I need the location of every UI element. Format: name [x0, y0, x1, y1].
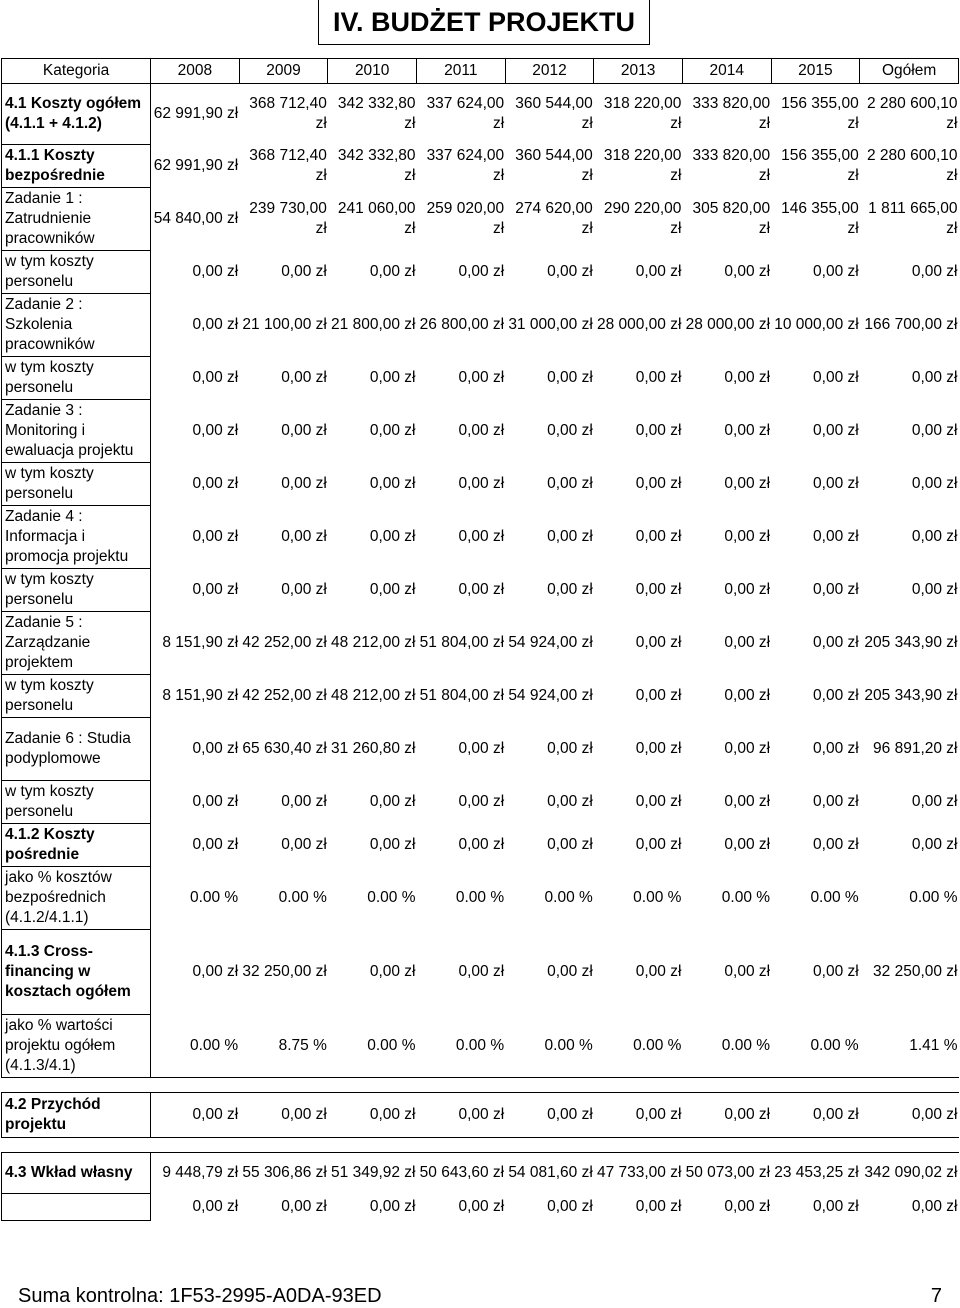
cell-value: 0,00 zł [813, 528, 859, 545]
cell-value: 0,00 zł [813, 263, 859, 280]
cell-value: 0,00 zł [369, 793, 416, 810]
cell-value: 0,00 zł [458, 740, 505, 757]
cell-value: 1 811 665,00 zł [868, 200, 958, 237]
cell-value: 0,00 zł [911, 581, 958, 598]
cell-value: 0,00 zł [724, 836, 771, 853]
cell-value: 65 630,40 zł [242, 740, 327, 757]
cell-value: 156 355,00 zł [781, 95, 859, 133]
table-row [2, 294, 959, 357]
cell-value: 0,00 zł [281, 793, 327, 810]
header-year: 2011 [417, 59, 506, 84]
cell-value: 156 355,00 zł [781, 147, 859, 184]
row-label: w tym koszty personelu [2, 463, 151, 506]
cell-value: 2 280 600,10 zł [866, 147, 958, 184]
cell-value: 32 250,00 zł [242, 963, 327, 980]
row-label: 4.1.2 Koszty pośrednie [2, 824, 151, 867]
cell-value: 0,00 zł [911, 793, 958, 810]
cell-value: 0,00 zł [911, 263, 958, 280]
cell-value: 0,00 zł [911, 1106, 958, 1123]
cell-value: 333 820,00 zł [692, 95, 771, 133]
cell-value: 0.00 % [810, 1036, 859, 1054]
row-label: Zadanie 6 : Studia podyplomowe [2, 718, 151, 781]
cell-value: 0,00 zł [281, 263, 327, 280]
cell-value: 0.00 % [909, 889, 958, 906]
cell-value: 0,00 zł [458, 581, 505, 598]
table-row [2, 930, 959, 1015]
cell-value: 0,00 zł [547, 740, 593, 757]
cell-value: 290 220,00 zł [603, 200, 682, 237]
row-label: Zadanie 5 : Zarządzanie projektem [2, 612, 151, 675]
table-row [2, 1093, 959, 1138]
cell-value: 0,00 zł [458, 963, 505, 980]
cell-value: 0,00 zł [281, 369, 327, 386]
cell-value: 0,00 zł [281, 1106, 327, 1123]
row-label: w tym koszty personelu [2, 251, 151, 294]
row-label: w tym koszty personelu [2, 357, 151, 400]
cell-value: 318 220,00 zł [603, 147, 682, 184]
cell-value: 48 212,00 zł [331, 687, 416, 704]
cell-value: 0,00 zł [724, 634, 771, 651]
cell-value: 0,00 zł [458, 475, 505, 492]
cell-value: 0,00 zł [369, 369, 416, 386]
cell-value: 205 343,90 zł [864, 687, 958, 704]
cell-value: 0,00 zł [813, 793, 859, 810]
section-title-text: IV. BUDŻET PROJEKTU [332, 6, 636, 37]
row-label: Zadanie 1 : Zatrudnienie pracowników [2, 188, 151, 251]
cell-value: 0,00 zł [192, 963, 239, 980]
cell-value: 0,00 zł [724, 369, 771, 386]
cell-value: 0,00 zł [813, 687, 859, 704]
cell-value: 0.00 % [189, 889, 239, 906]
cell-value: 0,00 zł [369, 963, 416, 980]
cell-value: 0,00 zł [724, 793, 771, 810]
cell-value: 239 730,00 zł [249, 200, 327, 237]
cell-value: 0,00 zł [724, 263, 771, 280]
cell-value: 0,00 zł [911, 369, 958, 386]
table-row [2, 1194, 959, 1221]
cell-value: 333 820,00 zł [692, 147, 771, 184]
cell-value: 8.75 % [278, 1036, 327, 1054]
row-label: jako % wartości projektu ogółem (4.1.3/4.1) [2, 1015, 151, 1078]
cell-value: 0,00 zł [635, 263, 682, 280]
cell-value: 0,00 zł [281, 836, 327, 853]
row-label: 4.2 Przychód projektu [2, 1093, 151, 1138]
cell-value: 0,00 zł [369, 836, 416, 853]
cell-value: 337 624,00 zł [426, 95, 505, 133]
cell-value: 360 544,00 zł [515, 95, 593, 133]
cell-value: 0,00 zł [547, 1106, 593, 1123]
cell-value: 0,00 zł [192, 836, 239, 853]
cell-value: 0,00 zł [458, 793, 505, 810]
table-row [2, 569, 959, 612]
cell-value: 0,00 zł [281, 475, 327, 492]
cell-value: 0,00 zł [635, 634, 682, 651]
cell-value: 0,00 zł [724, 1106, 771, 1123]
cell-value: 0,00 zł [911, 836, 958, 853]
cell-value: 0,00 zł [635, 963, 682, 980]
cell-value: 368 712,40 zł [249, 147, 327, 184]
cell-value: 0,00 zł [192, 263, 239, 280]
cell-value: 0,00 zł [813, 422, 859, 439]
cell-value: 0,00 zł [192, 316, 239, 333]
cell-value: 0,00 zł [281, 422, 327, 439]
cell-value: 0,00 zł [547, 793, 593, 810]
cell-value: 0.00 % [544, 1036, 593, 1054]
cell-value: 0,00 zł [547, 369, 593, 386]
cell-value: 10 000,00 zł [774, 316, 859, 333]
cell-value: 0,00 zł [813, 1198, 859, 1215]
cell-value: 0,00 zł [813, 740, 859, 757]
table-row [2, 1015, 959, 1078]
budget-body [2, 84, 959, 1221]
cell-value: 0,00 zł [458, 1198, 505, 1215]
table-row [2, 84, 959, 145]
cell-value: 0,00 zł [547, 581, 593, 598]
cell-value: 259 020,00 zł [426, 200, 505, 237]
cell-value: 0,00 zł [635, 793, 682, 810]
cell-value: 0,00 zł [724, 581, 771, 598]
cell-value: 28 000,00 zł [596, 316, 682, 333]
row-label: w tym koszty personelu [2, 781, 151, 824]
cell-value: 0,00 zł [192, 475, 239, 492]
cell-value: 342 332,80 zł [337, 95, 416, 133]
cell-value: 0,00 zł [635, 1198, 682, 1215]
table-row [2, 781, 959, 824]
cell-value: 205 343,90 zł [864, 634, 958, 651]
header-year: 2014 [682, 59, 771, 84]
cell-value: 0,00 zł [192, 369, 239, 386]
cell-value: 337 624,00 zł [426, 147, 505, 184]
cell-value: 0,00 zł [192, 740, 239, 757]
cell-value: 0,00 zł [724, 528, 771, 545]
table-row [2, 463, 959, 506]
cell-value: 0,00 zł [458, 422, 505, 439]
cell-value: 342 090,02 zł [864, 1164, 958, 1182]
cell-value: 0,00 zł [911, 475, 958, 492]
header-year: 2008 [151, 59, 240, 84]
cell-value: 0,00 zł [458, 369, 505, 386]
cell-value: 0,00 zł [547, 1198, 593, 1215]
checksum-text: Suma kontrolna: 1F53-2995-A0DA-93ED [18, 1285, 382, 1307]
cell-value: 0,00 zł [547, 422, 593, 439]
header-category: Kategoria [2, 59, 151, 84]
header-total: Ogółem [860, 59, 959, 84]
table-row [2, 718, 959, 781]
cell-value: 51 804,00 zł [419, 687, 505, 704]
table-row [2, 1153, 959, 1194]
header-row [2, 59, 959, 84]
cell-value: 0,00 zł [192, 581, 239, 598]
cell-value: 0,00 zł [192, 1198, 239, 1215]
cell-value: 274 620,00 zł [515, 200, 593, 237]
cell-value: 0,00 zł [547, 475, 593, 492]
row-label [2, 1194, 151, 1221]
table-row [2, 188, 959, 251]
cell-value: 342 332,80 zł [337, 147, 416, 184]
page-footer [18, 1285, 942, 1308]
budget-table [1, 58, 959, 1221]
cell-value: 21 100,00 zł [242, 316, 327, 333]
cell-value: 0.00 % [810, 889, 859, 906]
cell-value: 0,00 zł [547, 263, 593, 280]
row-label: Zadanie 2 : Szkolenia pracowników [2, 294, 151, 357]
cell-value: 31 260,80 zł [331, 740, 416, 757]
cell-value: 55 306,86 zł [242, 1164, 327, 1182]
cell-value: 32 250,00 zł [873, 963, 958, 980]
cell-value: 8 151,90 zł [162, 634, 239, 651]
row-label: Zadanie 3 : Monitoring i ewaluacja projektu [2, 400, 151, 463]
cell-value: 146 355,00 zł [781, 200, 859, 237]
cell-value: 0,00 zł [281, 1198, 327, 1215]
cell-value: 0,00 zł [547, 836, 593, 853]
row-label: 4.1.1 Koszty bezpośrednie [2, 145, 151, 188]
cell-value: 51 349,92 zł [331, 1164, 416, 1182]
spacer-row [2, 1138, 959, 1153]
cell-value: 0,00 zł [724, 1198, 771, 1215]
cell-value: 0,00 zł [635, 687, 682, 704]
cell-value: 0,00 zł [813, 963, 859, 980]
cell-value: 0,00 zł [813, 475, 859, 492]
cell-value: 0,00 zł [192, 528, 239, 545]
cell-value: 0,00 zł [813, 836, 859, 853]
table-row [2, 867, 959, 930]
cell-value: 0,00 zł [369, 1198, 416, 1215]
cell-value: 368 712,40 zł [249, 95, 327, 133]
cell-value: 0,00 zł [369, 475, 416, 492]
cell-value: 62 991,90 zł [153, 157, 239, 174]
header-year: 2012 [505, 59, 594, 84]
cell-value: 0,00 zł [911, 1198, 958, 1215]
cell-value: 50 073,00 zł [685, 1164, 771, 1182]
row-label: w tym koszty personelu [2, 569, 151, 612]
row-label: 4.1.3 Cross-financing w kosztach ogółem [2, 930, 151, 1015]
cell-value: 0,00 zł [724, 963, 771, 980]
table-row [2, 145, 959, 188]
cell-value: 305 820,00 zł [692, 200, 771, 237]
cell-value: 54 924,00 zł [508, 634, 593, 651]
cell-value: 26 800,00 zł [419, 316, 505, 333]
cell-value: 0,00 zł [192, 1106, 239, 1123]
row-label: Zadanie 4 : Informacja i promocja projektu [2, 506, 151, 569]
cell-value: 0.00 % [455, 889, 505, 906]
table-row [2, 824, 959, 867]
section-title [318, 0, 650, 45]
cell-value: 96 891,20 zł [873, 740, 958, 757]
row-label: w tym koszty personelu [2, 675, 151, 718]
cell-value: 241 060,00 zł [337, 200, 416, 237]
cell-value: 8 151,90 zł [162, 687, 239, 704]
cell-value: 1.41 % [909, 1036, 958, 1054]
header-year: 2013 [594, 59, 683, 84]
table-row [2, 506, 959, 569]
spacer-row [2, 1078, 959, 1093]
cell-value: 0.00 % [721, 889, 771, 906]
cell-value: 360 544,00 zł [515, 147, 593, 184]
cell-value: 9 448,79 zł [162, 1164, 239, 1182]
cell-value: 0.00 % [633, 1036, 682, 1054]
cell-value: 21 800,00 zł [331, 316, 416, 333]
cell-value: 0,00 zł [281, 581, 327, 598]
cell-value: 42 252,00 zł [242, 687, 327, 704]
header-year: 2009 [239, 59, 328, 84]
cell-value: 0,00 zł [724, 422, 771, 439]
cell-value: 0.00 % [721, 1036, 771, 1054]
cell-value: 0,00 zł [911, 422, 958, 439]
cell-value: 0,00 zł [635, 528, 682, 545]
cell-value: 0,00 zł [635, 740, 682, 757]
cell-value: 0.00 % [544, 889, 593, 906]
cell-value: 0,00 zł [813, 369, 859, 386]
cell-value: 0,00 zł [813, 1106, 859, 1123]
cell-value: 0,00 zł [458, 263, 505, 280]
cell-value: 54 081,60 zł [508, 1164, 593, 1182]
cell-value: 0,00 zł [724, 687, 771, 704]
cell-value: 0,00 zł [369, 1106, 416, 1123]
header-year: 2010 [328, 59, 417, 84]
cell-value: 31 000,00 zł [508, 316, 593, 333]
cell-value: 0,00 zł [192, 793, 239, 810]
row-label: jako % kosztów bezpośrednich (4.1.2/4.1.1) [2, 867, 151, 930]
cell-value: 0.00 % [455, 1036, 505, 1054]
cell-value: 0,00 zł [724, 740, 771, 757]
page-number: 7 [930, 1285, 942, 1307]
cell-value: 51 804,00 zł [419, 634, 505, 651]
cell-value: 0,00 zł [369, 263, 416, 280]
cell-value: 0,00 zł [458, 1106, 505, 1123]
table-row [2, 251, 959, 294]
cell-value: 0.00 % [278, 889, 327, 906]
cell-value: 0,00 zł [724, 475, 771, 492]
cell-value: 0,00 zł [813, 581, 859, 598]
cell-value: 0,00 zł [635, 581, 682, 598]
cell-value: 0,00 zł [281, 528, 327, 545]
header-year: 2015 [771, 59, 860, 84]
cell-value: 0.00 % [633, 889, 682, 906]
cell-value: 0,00 zł [635, 369, 682, 386]
cell-value: 54 840,00 zł [153, 210, 239, 227]
cell-value: 0,00 zł [635, 422, 682, 439]
cell-value: 0,00 zł [635, 836, 682, 853]
table-row [2, 675, 959, 718]
cell-value: 0.00 % [189, 1036, 239, 1054]
cell-value: 0,00 zł [369, 422, 416, 439]
table-row [2, 612, 959, 675]
cell-value: 0,00 zł [458, 528, 505, 545]
cell-value: 0,00 zł [911, 528, 958, 545]
row-label: 4.1 Koszty ogółem (4.1.1 + 4.1.2) [2, 84, 151, 145]
cell-value: 0,00 zł [458, 836, 505, 853]
cell-value: 2 280 600,10 zł [866, 95, 958, 133]
cell-value: 42 252,00 zł [242, 634, 327, 651]
cell-value: 50 643,60 zł [419, 1164, 505, 1182]
cell-value: 0,00 zł [635, 475, 682, 492]
cell-value: 0,00 zł [547, 528, 593, 545]
cell-value: 54 924,00 zł [508, 687, 593, 704]
cell-value: 28 000,00 zł [685, 316, 771, 333]
cell-value: 0.00 % [367, 1036, 416, 1054]
cell-value: 0,00 zł [369, 528, 416, 545]
cell-value: 23 453,25 zł [774, 1164, 859, 1182]
cell-value: 0.00 % [367, 889, 416, 906]
cell-value: 166 700,00 zł [864, 316, 958, 333]
cell-value: 0,00 zł [369, 581, 416, 598]
table-row [2, 400, 959, 463]
cell-value: 0,00 zł [635, 1106, 682, 1123]
cell-value: 62 991,90 zł [153, 105, 239, 123]
cell-value: 48 212,00 zł [331, 634, 416, 651]
cell-value: 0,00 zł [192, 422, 239, 439]
cell-value: 318 220,00 zł [603, 95, 682, 133]
row-label: 4.3 Wkład własny [2, 1153, 151, 1194]
cell-value: 47 733,00 zł [596, 1164, 682, 1182]
table-row [2, 357, 959, 400]
cell-value: 0,00 zł [813, 634, 859, 651]
cell-value: 0,00 zł [547, 963, 593, 980]
